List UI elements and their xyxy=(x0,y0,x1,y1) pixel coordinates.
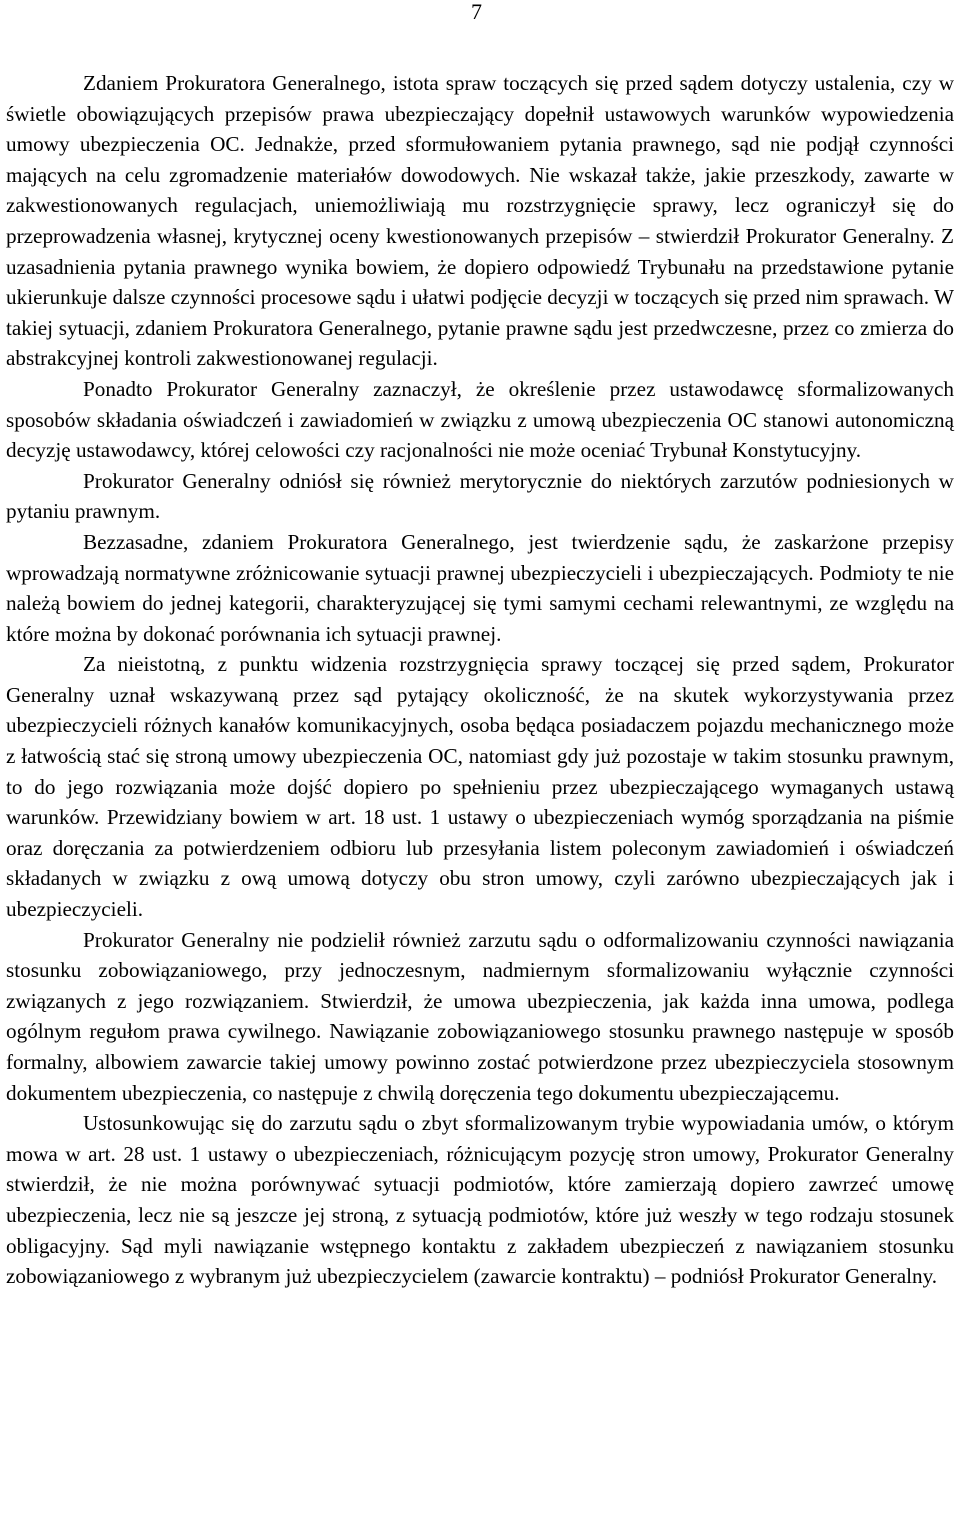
paragraph: Prokurator Generalny odniósł się również merytorycznie do niektórych zarzutów podniesionych w pytaniu prawnym. xyxy=(6,468,954,524)
paragraph: Zdaniem Prokuratora Generalnego, istota spraw toczących się przed sądem dotyczy ustalenia, czy w świetle obowiązujących przepisów prawa ubezpieczający dopełnił ustawowych warunków wypowiedzenia umowy ubezpieczenia OC. Jednakże, przed sformułowaniem pytania prawnego, sąd nie podjął czynności mających na celu zgromadzenie materiałów dowodowych. Nie wskazał także, jakie przeszkody, zawarte w zakwestionowanych regulacjach, uniemożliwiają mu rozstrzygnięcie sprawy, lecz ograniczył się do przeprowadzenia własnej, krytycznej oceny kwestionowanych przepisów – stwierdził Prokurator Generalny. Z uzasadnienia pytania prawnego wynika bowiem, że dopiero odpowiedź Trybunału na przedstawione pytanie ukierunkuje dalsze czynności procesowe sądu i ułatwi podjęcie decyzji w toczących się przed nim sprawach. W takiej sytuacji, zdaniem Prokuratora Generalnego, pytanie prawne sądu jest przedwczesne, przez co zmierza do abstrakcyjnej kontroli zakwestionowanej regulacji. xyxy=(6,71,954,371)
page-number: 7 xyxy=(471,0,482,24)
paragraph: Prokurator Generalny nie podzielił również zarzutu sądu o odformalizowaniu czynności nawiązania stosunku zobowiązaniowego, przy jednoczesnym, nadmiernym sformalizowaniu wyłącznie czynności związanych z jego rozwiązaniem. Stwierdził, że umowa ubezpieczenia, jak każda inna umowa, podlega ogólnym regułom prawa cywilnego. Nawiązanie zobowiązaniowego stosunku prawnego następuje w sposób formalny, albowiem zawarcie takiej umowy powinno zostać potwierdzone przez ubezpieczyciela stosownym dokumentem ubezpieczenia, co następuje z chwilą doręczenia tego dokumentu ubezpieczającemu. xyxy=(6,927,954,1105)
paragraph: Ustosunkowując się do zarzutu sądu o zbyt sformalizowanym trybie wypowiadania umów, o którym mowa w art. 28 ust. 1 ustawy o ubezpieczeniach, różnicującym pozycję stron umowy, Prokurator Generalny stwierdził, że nie można porównywać sytuacji podmiotów, które zamierzają dopiero zawrzeć umowę ubezpieczenia, lecz nie są jeszcze jej stroną, z sytuacją podmiotów, które już weszły w tego rodzaju stosunek obligacyjny. Sąd myli nawiązanie wstępnego kontaktu z zakładem ubezpieczeń z nawiązaniem stosunku zobowiązaniowego z wybranym już ubezpieczycielem (zawarcie kontraktu) – podniósł Prokurator Generalny. xyxy=(6,1111,954,1289)
paragraph: Bezzasadne, zdaniem Prokuratora Generalnego, jest twierdzenie sądu, że zaskarżone przepisy wprowadzają normatywne zróżnicowanie sytuacji prawnej ubezpieczycieli i ubezpieczających. Podmioty te nie należą bowiem do jednej kategorii, charakteryzującej się tymi samymi cechami relewantnymi, ze względu na które można by dokonać porównania ich sytuacji prawnej. xyxy=(6,529,954,646)
paragraph: Za nieistotną, z punktu widzenia rozstrzygnięcia sprawy toczącej się przed sądem, Prokurator Generalny uznał wskazywaną przez sąd pytający okoliczność, że na skutek wykorzystywania przez ubezpieczycieli różnych kanałów komunikacyjnych, osoba będąca posiadaczem pojazdu mechanicznego może z łatwością stać się stroną umowy ubezpieczenia OC, natomiast gdy już pozostaje w takim stosunku prawnym, to do jego rozwiązania może dojść dopiero po spełnieniu przez ubezpieczającego wymaganych ustawą warunków. Przewidziany bowiem w art. 18 ust. 1 ustawy o ubezpieczeniach wymóg sporządzania na piśmie oraz doręczania za potwierdzeniem odbioru lub przesyłania listem poleconym zawiadomień i oświadczeń składanych w związku z ową umową dotyczy obu stron umowy, czyli zarówno ubezpieczających jak i ubezpieczycieli. xyxy=(6,652,954,922)
document-body xyxy=(6,68,954,1292)
paragraph: Ponadto Prokurator Generalny zaznaczył, że określenie przez ustawodawcę sformalizowanych sposobów składania oświadczeń i zawiadomień w związku z umową ubezpieczenia OC stanowi autonomiczną decyzję ustawodawcy, której celowości czy racjonalności nie może oceniać Trybunał Konstytucyjny. xyxy=(6,376,954,463)
